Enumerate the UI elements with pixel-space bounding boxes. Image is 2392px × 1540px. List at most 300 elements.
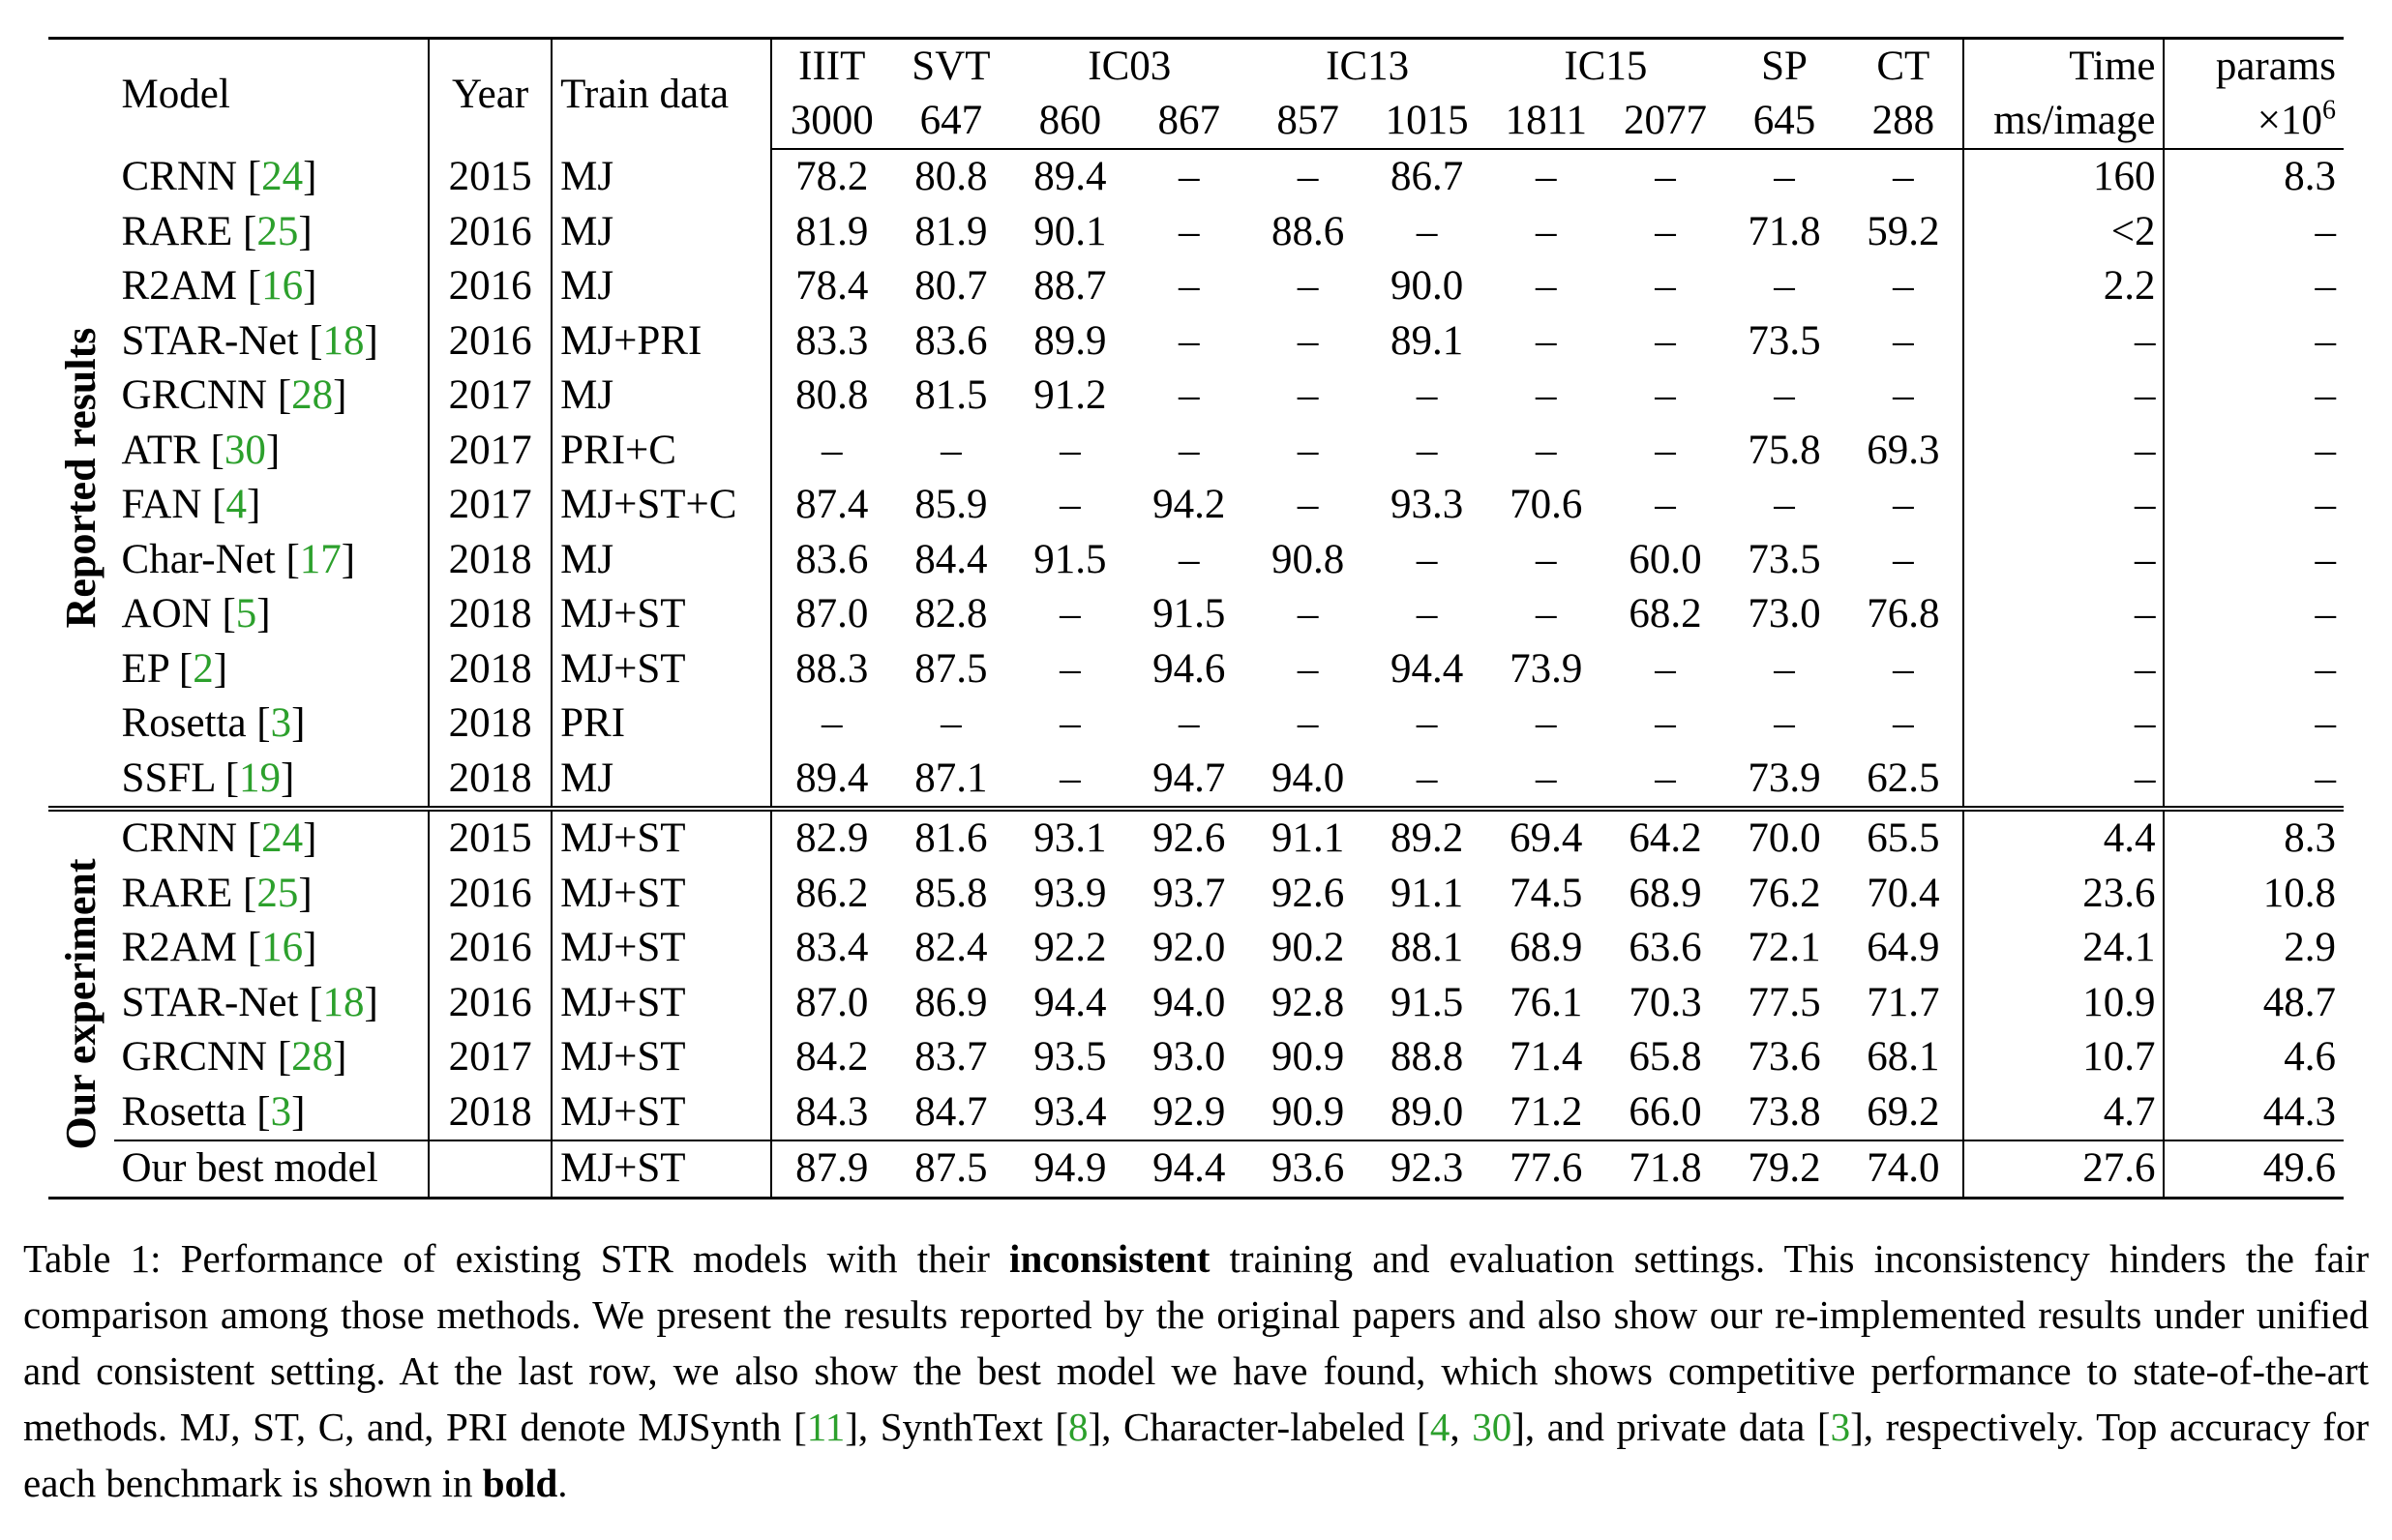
accuracy-cell: 87.1 — [914, 755, 988, 801]
accuracy-cell: – — [1893, 700, 1914, 747]
params-cell: – — [2164, 642, 2344, 697]
accuracy-cell: – — [1060, 645, 1081, 692]
model-name-cell: Char-Net [17] — [121, 536, 356, 582]
time-cell: 4.4 — [1963, 809, 2164, 867]
train-data-cell: MJ — [552, 259, 771, 314]
accuracy-cell: 81.9 — [914, 208, 988, 254]
accuracy-cell: 73.8 — [1748, 1088, 1821, 1135]
model-name: Rosetta — [121, 700, 247, 747]
reported-row — [48, 587, 2344, 642]
model-citation-link[interactable]: 18 — [322, 317, 365, 364]
accuracy-cell: 92.9 — [1152, 1088, 1226, 1135]
caption-text-5: , — [1450, 1405, 1473, 1449]
accuracy-cell: – — [1655, 317, 1676, 364]
train-data-cell: MJ+ST+C — [552, 478, 771, 533]
accuracy-cell: 90.8 — [1271, 536, 1345, 582]
accuracy-cell: 70.0 — [1725, 809, 1844, 867]
our-experiment-row — [48, 1085, 2344, 1141]
model-citation-link[interactable]: 18 — [322, 979, 365, 1025]
accuracy-cell: 87.4 — [771, 478, 891, 533]
model-name-cell: GRCNN [28] — [121, 1034, 347, 1081]
time-cell: – — [1963, 642, 2164, 697]
accuracy-cell: 82.4 — [914, 925, 988, 971]
accuracy-cell: 82.8 — [914, 591, 988, 637]
accuracy-cell: 71.7 — [1867, 979, 1940, 1025]
model-name: R2AM — [121, 925, 238, 971]
accuracy-cell: 78.2 — [771, 149, 891, 205]
accuracy-cell: – — [1297, 700, 1319, 747]
accuracy-cell: 75.8 — [1748, 427, 1821, 473]
accuracy-cell: 73.0 — [1748, 591, 1821, 637]
accuracy-cell: 86.9 — [914, 979, 988, 1025]
accuracy-cell: – — [1536, 427, 1557, 473]
caption-text-8: . — [557, 1461, 568, 1505]
train-data-cell: MJ — [552, 369, 771, 424]
accuracy-cell: 69.3 — [1867, 427, 1940, 473]
train-data-cell: MJ+ST — [552, 1085, 771, 1141]
accuracy-cell: 93.0 — [1152, 1034, 1226, 1081]
params-cell: – — [2164, 369, 2344, 424]
accuracy-cell: – — [1536, 755, 1557, 801]
year-cell: 2018 — [429, 533, 552, 588]
accuracy-cell: – — [1536, 372, 1557, 419]
header-iiit: IIIT — [771, 39, 891, 95]
accuracy-cell: – — [1178, 317, 1200, 364]
accuracy-cell: 85.8 — [914, 870, 988, 916]
results-body — [48, 149, 2344, 1198]
accuracy-cell: 94.2 — [1152, 482, 1226, 528]
train-data-cell: MJ+ST — [552, 587, 771, 642]
our-experiment-row — [48, 809, 2344, 867]
accuracy-cell: – — [1774, 372, 1795, 419]
caption-citation-link[interactable]: 3 — [1830, 1405, 1851, 1449]
model-name-cell: Rosetta [3] — [121, 700, 306, 747]
header-ct: CT — [1843, 39, 1963, 95]
accuracy-cell: 79.2 — [1725, 1140, 1844, 1198]
accuracy-cell: 84.2 — [771, 1030, 891, 1085]
accuracy-cell: – — [1297, 317, 1319, 364]
accuracy-cell: 73.6 — [1748, 1034, 1821, 1081]
time-cell: 27.6 — [1963, 1140, 2164, 1198]
accuracy-cell: – — [1297, 154, 1319, 200]
accuracy-cell: 89.0 — [1390, 1088, 1464, 1135]
params-cell: – — [2164, 259, 2344, 314]
time-cell: 2.2 — [1963, 259, 2164, 314]
accuracy-cell: – — [1893, 645, 1914, 692]
accuracy-cell: 92.6 — [1129, 809, 1248, 867]
header-benchmark-size: 645 — [1725, 94, 1844, 149]
accuracy-cell: 91.2 — [1033, 372, 1107, 419]
accuracy-cell: – — [1416, 755, 1438, 801]
accuracy-cell: – — [1060, 700, 1081, 747]
accuracy-cell: – — [1178, 700, 1200, 747]
accuracy-cell: 91.5 — [1390, 979, 1464, 1025]
our-experiment-group-label: Our experiment — [56, 858, 105, 1150]
model-citation-link[interactable]: 3 — [270, 700, 292, 747]
accuracy-cell: 90.2 — [1271, 925, 1345, 971]
accuracy-cell: 68.2 — [1629, 591, 1702, 637]
accuracy-cell: – — [1655, 755, 1676, 801]
model-citation-link[interactable]: 16 — [261, 263, 304, 310]
model-name: STAR-Net — [121, 317, 299, 364]
accuracy-cell: 81.6 — [891, 809, 1010, 867]
results-table — [48, 37, 2344, 1199]
train-data-cell: MJ+ST — [552, 921, 771, 976]
accuracy-cell: 91.5 — [1152, 591, 1226, 637]
header-row-1 — [48, 39, 2344, 95]
accuracy-cell: 93.9 — [1033, 870, 1107, 916]
accuracy-cell: 65.5 — [1843, 809, 1963, 867]
model-name: RARE — [121, 870, 233, 916]
accuracy-cell: 76.8 — [1867, 591, 1940, 637]
our-experiment-group — [48, 809, 114, 1198]
model-name-cell: R2AM [16] — [121, 263, 317, 310]
accuracy-cell: 78.4 — [771, 259, 891, 314]
header-benchmark-size: 1811 — [1486, 94, 1605, 149]
accuracy-cell: – — [1178, 427, 1200, 473]
header-model: Model — [114, 39, 429, 150]
time-cell: <2 — [1963, 205, 2164, 260]
model-name: RARE — [121, 208, 233, 254]
accuracy-cell: 76.1 — [1510, 979, 1583, 1025]
model-citation-link[interactable]: 2 — [193, 645, 214, 692]
time-cell: – — [1963, 696, 2164, 752]
model-name: EP — [121, 645, 169, 692]
params-cell: – — [2164, 424, 2344, 479]
params-cell: – — [2164, 752, 2344, 810]
caption-text-3: ], SynthText [ — [845, 1405, 1068, 1449]
accuracy-cell: 86.2 — [771, 867, 891, 922]
accuracy-cell: 94.9 — [1010, 1140, 1129, 1198]
accuracy-cell: 88.7 — [1033, 263, 1107, 310]
model-name-cell: CRNN [24] — [121, 153, 317, 199]
our-experiment-row — [48, 1030, 2344, 1085]
accuracy-cell: 94.4 — [1033, 979, 1107, 1025]
accuracy-cell: – — [1893, 536, 1914, 582]
header-benchmark-size: 867 — [1129, 94, 1248, 149]
accuracy-cell: 92.3 — [1367, 1140, 1486, 1198]
model-name: Rosetta — [121, 1088, 247, 1135]
accuracy-cell: 89.9 — [1033, 317, 1107, 364]
accuracy-cell: 80.8 — [771, 369, 891, 424]
header-ic15: IC15 — [1486, 39, 1724, 95]
accuracy-cell: – — [1178, 372, 1200, 419]
accuracy-cell: 93.6 — [1248, 1140, 1367, 1198]
header-svt: SVT — [891, 39, 1010, 95]
accuracy-cell: 94.0 — [1152, 979, 1226, 1025]
accuracy-cell: 90.0 — [1390, 263, 1464, 310]
accuracy-cell: 90.1 — [1033, 208, 1107, 254]
accuracy-cell: 94.7 — [1152, 755, 1226, 801]
accuracy-cell: – — [1536, 317, 1557, 364]
accuracy-cell: 64.2 — [1605, 809, 1724, 867]
accuracy-cell: 93.3 — [1390, 482, 1464, 528]
caption-text-4: ], Character-labeled [ — [1088, 1405, 1430, 1449]
model-name: CRNN — [121, 815, 238, 862]
accuracy-cell: 92.0 — [1152, 925, 1226, 971]
accuracy-cell: 74.5 — [1510, 870, 1583, 916]
year-cell: 2016 — [429, 205, 552, 260]
train-data-cell: MJ+ST — [552, 1030, 771, 1085]
accuracy-cell: – — [1536, 536, 1557, 582]
accuracy-cell: 71.2 — [1510, 1088, 1583, 1135]
model-citation-link[interactable]: 19 — [239, 755, 282, 801]
caption-citation-link[interactable]: 8 — [1068, 1405, 1089, 1449]
accuracy-cell: 73.5 — [1748, 317, 1821, 364]
accuracy-cell: 89.4 — [1033, 154, 1107, 200]
accuracy-cell: 68.1 — [1867, 1034, 1940, 1081]
accuracy-cell: 70.4 — [1867, 870, 1940, 916]
model-citation-link[interactable]: 5 — [235, 591, 257, 637]
accuracy-cell: 86.7 — [1390, 154, 1464, 200]
model-name-cell: RARE [25] — [121, 870, 313, 916]
accuracy-cell: 94.4 — [1129, 1140, 1248, 1198]
accuracy-cell: – — [1774, 700, 1795, 747]
accuracy-cell: 93.1 — [1010, 809, 1129, 867]
accuracy-cell: – — [1060, 427, 1081, 473]
model-name-cell — [114, 1140, 429, 1198]
accuracy-cell: – — [1416, 427, 1438, 473]
accuracy-cell: 68.9 — [1629, 870, 1702, 916]
accuracy-cell: 89.4 — [771, 752, 891, 810]
year-cell: 2016 — [429, 921, 552, 976]
model-name: Our best model — [121, 1145, 378, 1192]
header-sp: SP — [1725, 39, 1844, 95]
year-cell: 2017 — [429, 478, 552, 533]
accuracy-cell: 88.1 — [1390, 925, 1464, 971]
accuracy-cell: – — [1655, 154, 1676, 200]
train-data-cell: MJ+PRI — [552, 314, 771, 370]
accuracy-cell: 87.0 — [771, 587, 891, 642]
caption-text-6: ], and private data [ — [1511, 1405, 1831, 1449]
accuracy-cell: 87.5 — [914, 645, 988, 692]
best-model-row — [48, 1140, 2344, 1198]
reported-row — [48, 424, 2344, 479]
accuracy-cell: 70.6 — [1510, 482, 1583, 528]
accuracy-cell: – — [1536, 700, 1557, 747]
year-cell: 2017 — [429, 369, 552, 424]
accuracy-cell: 93.4 — [1033, 1088, 1107, 1135]
year-cell: 2018 — [429, 1085, 552, 1141]
caption-citation-link[interactable]: 30 — [1472, 1405, 1512, 1449]
caption-citation-link[interactable]: 4 — [1429, 1405, 1450, 1449]
accuracy-cell: 77.6 — [1486, 1140, 1605, 1198]
accuracy-cell: – — [1655, 700, 1676, 747]
accuracy-cell: 76.2 — [1748, 870, 1821, 916]
header-benchmark-size: 647 — [891, 94, 1010, 149]
model-name-cell: ATR [30] — [121, 427, 281, 473]
model-citation-link[interactable]: 17 — [299, 536, 342, 582]
time-cell: – — [1963, 478, 2164, 533]
accuracy-cell: – — [1655, 427, 1676, 473]
model-citation-link[interactable]: 30 — [224, 427, 266, 473]
reported-row — [48, 478, 2344, 533]
accuracy-cell: – — [1416, 591, 1438, 637]
params-cell: 2.9 — [2164, 921, 2344, 976]
accuracy-cell: – — [1297, 591, 1319, 637]
accuracy-cell: – — [1536, 208, 1557, 254]
accuracy-cell: – — [1893, 482, 1914, 528]
params-cell: 8.3 — [2164, 149, 2344, 205]
accuracy-cell: – — [1060, 755, 1081, 801]
accuracy-cell: 77.5 — [1748, 979, 1821, 1025]
caption-citation-link[interactable]: 11 — [806, 1405, 846, 1449]
params-cell: 10.8 — [2164, 867, 2344, 922]
reported-row — [48, 369, 2344, 424]
accuracy-cell: 62.5 — [1867, 755, 1940, 801]
model-name-cell: SSFL [19] — [121, 755, 295, 801]
model-name-cell: STAR-Net [18] — [121, 317, 378, 364]
train-data-cell: MJ+ST — [552, 976, 771, 1031]
accuracy-cell: – — [1655, 208, 1676, 254]
header-ic03: IC03 — [1010, 39, 1248, 95]
model-citation-link[interactable]: 3 — [270, 1088, 292, 1135]
model-name-cell: GRCNN [28] — [121, 372, 347, 419]
model-name-cell: AON [5] — [121, 591, 271, 637]
time-cell: – — [1963, 533, 2164, 588]
time-cell: 10.9 — [1963, 976, 2164, 1031]
accuracy-cell: 74.0 — [1843, 1140, 1963, 1198]
accuracy-cell: 91.5 — [1033, 536, 1107, 582]
caption-text-7: ], respectively. Top accuracy for each benchmark is shown in — [23, 1405, 2370, 1505]
accuracy-cell: 64.9 — [1867, 925, 1940, 971]
accuracy-cell: 81.5 — [914, 372, 988, 419]
accuracy-cell: – — [1774, 645, 1795, 692]
header-benchmark-size: 288 — [1843, 94, 1963, 149]
accuracy-cell: – — [941, 427, 962, 473]
header-benchmark-size: 2077 — [1605, 94, 1724, 149]
model-citation-link[interactable]: 28 — [291, 372, 334, 419]
accuracy-cell: – — [1655, 372, 1676, 419]
accuracy-cell: 85.9 — [914, 482, 988, 528]
accuracy-cell: 73.5 — [1748, 536, 1821, 582]
reported-row — [48, 752, 2344, 810]
accuracy-cell: – — [1893, 372, 1914, 419]
year-cell: 2018 — [429, 696, 552, 752]
model-citation-link[interactable]: 25 — [256, 208, 299, 254]
accuracy-cell: – — [1536, 591, 1557, 637]
params-unit-exponent: 6 — [2322, 95, 2336, 126]
accuracy-cell: – — [1893, 317, 1914, 364]
model-name: GRCNN — [121, 1034, 268, 1081]
time-cell: – — [1963, 424, 2164, 479]
header-time: Time — [1963, 39, 2164, 95]
accuracy-cell: – — [1655, 263, 1676, 310]
reported-row — [48, 696, 2344, 752]
params-cell: 48.7 — [2164, 976, 2344, 1031]
accuracy-cell: 92.8 — [1271, 979, 1345, 1025]
accuracy-cell: – — [1060, 591, 1081, 637]
model-citation-link[interactable]: 24 — [261, 153, 304, 199]
header-ic13: IC13 — [1248, 39, 1486, 95]
model-name: CRNN — [121, 153, 238, 199]
accuracy-cell: 89.2 — [1367, 809, 1486, 867]
accuracy-cell: 91.1 — [1248, 809, 1367, 867]
accuracy-cell: 68.9 — [1510, 925, 1583, 971]
reported-group — [48, 149, 114, 809]
train-data-cell: MJ+ST — [552, 809, 771, 867]
our-experiment-row — [48, 921, 2344, 976]
year-cell: 2017 — [429, 424, 552, 479]
accuracy-cell: – — [1893, 154, 1914, 200]
reported-row — [48, 642, 2344, 697]
accuracy-cell: 70.3 — [1629, 979, 1702, 1025]
header-group-cell — [48, 39, 114, 150]
header-benchmark-size: 1015 — [1367, 94, 1486, 149]
accuracy-cell: 72.1 — [1748, 925, 1821, 971]
accuracy-cell: 88.8 — [1390, 1034, 1464, 1081]
accuracy-cell: 94.4 — [1390, 645, 1464, 692]
model-citation-link[interactable]: 16 — [261, 925, 304, 971]
time-cell: 23.6 — [1963, 867, 2164, 922]
params-cell: – — [2164, 587, 2344, 642]
params-cell: 44.3 — [2164, 1085, 2344, 1141]
accuracy-cell: 93.7 — [1152, 870, 1226, 916]
model-name-cell: Rosetta [3] — [121, 1088, 306, 1135]
model-name: SSFL — [121, 755, 215, 801]
model-name: STAR-Net — [121, 979, 299, 1025]
accuracy-cell: 66.0 — [1629, 1088, 1702, 1135]
accuracy-cell: – — [1297, 372, 1319, 419]
params-cell: – — [2164, 205, 2344, 260]
our-experiment-row — [48, 976, 2344, 1031]
accuracy-cell: – — [1297, 263, 1319, 310]
accuracy-cell: – — [1060, 482, 1081, 528]
params-cell: – — [2164, 533, 2344, 588]
train-data-cell: MJ+ST — [552, 1140, 771, 1198]
model-name-cell: FAN [4] — [121, 482, 261, 528]
time-cell: – — [1963, 314, 2164, 370]
accuracy-cell: 94.6 — [1152, 645, 1226, 692]
year-cell: 2016 — [429, 976, 552, 1031]
train-data-cell: MJ — [552, 205, 771, 260]
train-data-cell: MJ — [552, 533, 771, 588]
model-citation-link[interactable]: 4 — [225, 482, 247, 528]
train-data-cell: PRI — [552, 696, 771, 752]
accuracy-cell: 80.8 — [914, 154, 988, 200]
model-name: GRCNN — [121, 372, 268, 419]
accuracy-cell: – — [1536, 154, 1557, 200]
accuracy-cell: 81.9 — [771, 205, 891, 260]
accuracy-cell: – — [1178, 263, 1200, 310]
model-citation-link[interactable]: 28 — [291, 1034, 334, 1081]
accuracy-cell: 91.1 — [1390, 870, 1464, 916]
model-citation-link[interactable]: 24 — [261, 815, 304, 862]
accuracy-cell: 84.7 — [914, 1088, 988, 1135]
accuracy-cell: – — [1416, 372, 1438, 419]
header-params: params — [2164, 39, 2344, 95]
year-cell: 2015 — [429, 149, 552, 205]
time-cell: – — [1963, 587, 2164, 642]
header-time-unit: ms/image — [1963, 94, 2164, 149]
accuracy-cell: – — [941, 700, 962, 747]
params-cell: – — [2164, 696, 2344, 752]
accuracy-cell: 84.4 — [914, 536, 988, 582]
accuracy-cell: – — [1655, 482, 1676, 528]
accuracy-cell: – — [1774, 482, 1795, 528]
accuracy-cell: 83.6 — [771, 533, 891, 588]
accuracy-cell: – — [1297, 482, 1319, 528]
accuracy-cell: 59.2 — [1867, 208, 1940, 254]
accuracy-cell: 87.0 — [771, 976, 891, 1031]
reported-row — [48, 533, 2344, 588]
reported-row — [48, 314, 2344, 370]
model-citation-link[interactable]: 25 — [256, 870, 299, 916]
accuracy-cell: 94.0 — [1271, 755, 1345, 801]
accuracy-cell: 80.7 — [914, 263, 988, 310]
train-data-cell: MJ+ST — [552, 867, 771, 922]
our-experiment-row — [48, 867, 2344, 922]
